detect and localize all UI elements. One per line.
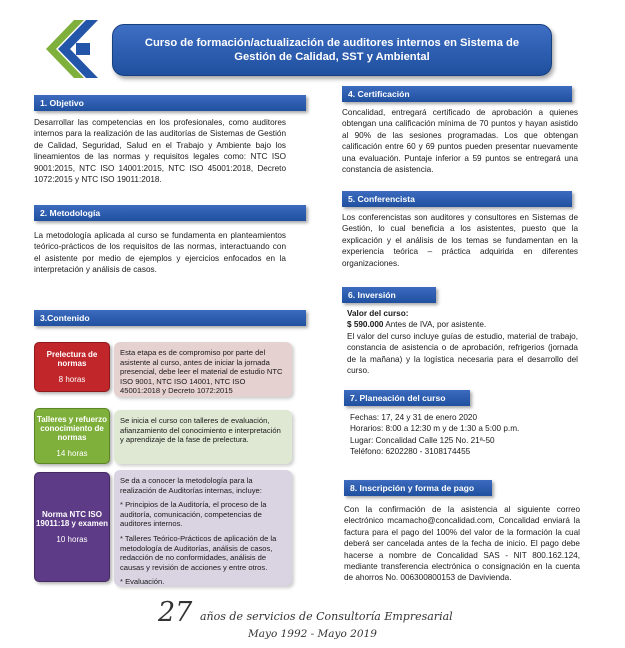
- phase-talleres: [34, 408, 110, 464]
- planeacion-lugar: Lugar: Concalidad Calle 125 No. 21ª-50: [350, 435, 495, 445]
- phase-prelectura-hours: 8 horas: [58, 375, 86, 384]
- metodologia-text: La metodología aplicada al curso se fundamenta en planteamientos teórico-prácticos de los requisitos de las normas, interactuando con el asistente por medio de ejemplos y ejercicios enfocados en la interpretación y análisis de casos.: [34, 231, 286, 275]
- phase-norma-19011-name: Norma NTC ISO 19011:18 y examen: [35, 510, 109, 528]
- inversion-label: Valor del curso:: [347, 309, 409, 318]
- phase-norma-19011-desc-intro: Se da a conocer la metodología para la realización de Auditorías internas, incluye:: [120, 476, 262, 495]
- section-header-metodologia: 2. Metodología: [34, 205, 306, 221]
- section-header-planeacion: 7. Planeación del curso: [344, 390, 470, 406]
- phase-prelectura: [34, 342, 110, 392]
- phase-norma-19011-hours: 10 horas: [56, 535, 88, 544]
- footer-dates: Mayo 1992 - Mayo 2019: [248, 628, 377, 640]
- phase-prelectura-desc: [114, 342, 292, 397]
- section-header-inversion: 6. Inversión: [342, 287, 436, 303]
- phase-norma-19011-desc-item: * Talleres Teórico-Prácticos de aplicación de la metodología de Auditorías, análisis de casos, redacción de no conformidades, análisis de causas y revisión de acciones y entre otros.: [120, 533, 277, 572]
- section-header-conferencista: 5. Conferencista: [342, 191, 572, 207]
- section-header-contenido: 3.Contenido: [34, 310, 306, 326]
- inversion-price: $ 590.000: [347, 320, 384, 330]
- inversion-block: [347, 308, 578, 376]
- phase-norma-19011: [34, 472, 110, 582]
- section-header-certificacion: 4. Certificación: [342, 86, 572, 102]
- certificacion-text: Concalidad, entregará certificado de aprobación a quienes obtengan una calificación mínima de 70 puntos y hayan asistido al 90% de las sesiones programadas. Los que obtengan calificación entre 60 y 69 puntos pueden presentar nuevamente una evaluación. Puntaje inferior a 59 puntos se entregará una constancia de asistencia.: [342, 108, 578, 175]
- phase-norma-19011-desc-item: * Evaluación.: [120, 577, 165, 587]
- phase-talleres-hours: 14 horas: [56, 448, 88, 458]
- planeacion-telefono: Teléfono: 6202280 - 3108174455: [350, 447, 471, 457]
- phase-norma-19011-desc-item: * Principios de la Auditoría, el proceso de la auditoría, comunicación, competencias de auditores internos.: [120, 500, 267, 529]
- planeacion-horarios: Horarios: 8:00 a 12:30 m y de 1:30 a 5:00 p.m.: [350, 424, 520, 434]
- section-header-objetivo: 1. Objetivo: [34, 95, 306, 111]
- phase-talleres-desc: [114, 410, 292, 464]
- phase-talleres-desc-text: Se inicia el curso con talleres de evaluación, afianzamiento del conocimiento e interpretación y aprendizaje de la fase de prelectura.: [120, 416, 281, 445]
- phase-norma-19011-desc: [114, 470, 292, 586]
- phase-prelectura-name: Prelectura de normas: [46, 350, 98, 368]
- inversion-text: El valor del curso incluye guías de estudio, material de trabajo, constancia de asistencia o de aprobación, refrigerios (jornada de la mañana) y la logística necesaria para el desarrollo del curso.: [347, 331, 578, 376]
- conferencista-text: Los conferencistas son auditores y consultores en Sistemas de Gestión, lo cual beneficia a los asistentes, puesto que la explicación y el análisis de los temas se fundamentan en la experiencia teórica – práctica adquirida en diferentes organizaciones.: [342, 213, 578, 268]
- concalidad-logo-icon: [34, 14, 104, 84]
- section-header-inscripcion: 8. Inscripción y forma de pago: [344, 480, 492, 496]
- phase-talleres-name: Talleres y refuerzo conocimiento de normas: [36, 414, 108, 442]
- footer-tagline: años de servicios de Consultoría Empresarial: [200, 610, 453, 623]
- planeacion-fechas: Fechas: 17, 24 y 31 de enero 2020: [350, 413, 477, 422]
- inscripcion-text: Con la confirmación de la asistencia al siguiente correo electrónico mcamacho@concalidad.com, Concalidad enviará la factura para el pago del 100% del valor de la formación la cual deberá ser cancelada antes de la fecha de inicio. El pago debe hacerse a nombre de Concalidad SAS - NIT 800.162.124, mediante transferencia electrónica o consignación en la cuenta de ahorros No. 006300800153 de Davivienda.: [344, 505, 580, 583]
- objetivo-text: Desarrollar las competencias en los profesionales, como auditores internos para la realización de las auditorías de Sistemas de Gestión de Calidad, Seguridad, Salud en el Trabajo y Ambiente bajo los lineamientos de las normas y requisitos legales como: NTC ISO 9001:2015, NTC ISO 14001:2015, NTC ISO 45001:2018, Decreto 1072:2015 y NTC ISO 19011:2018.: [34, 118, 286, 185]
- phase-prelectura-desc-text: Esta etapa es de compromiso por parte del asistente al curso, antes de iniciar la jornada presencial, debe leer el material de estudio NTC ISO 9001, NTC ISO 14001, NTC ISO 45001:2018 y Decreto 1072:2015: [120, 348, 283, 396]
- planeacion-block: [350, 412, 580, 458]
- inversion-price-note: Antes de IVA, por asistente.: [383, 320, 487, 330]
- page-title: Curso de formación/actualización de auditores internos en Sistema de Gestión de Calidad, SST y Ambiental: [112, 24, 552, 76]
- footer-years: 27: [158, 597, 193, 628]
